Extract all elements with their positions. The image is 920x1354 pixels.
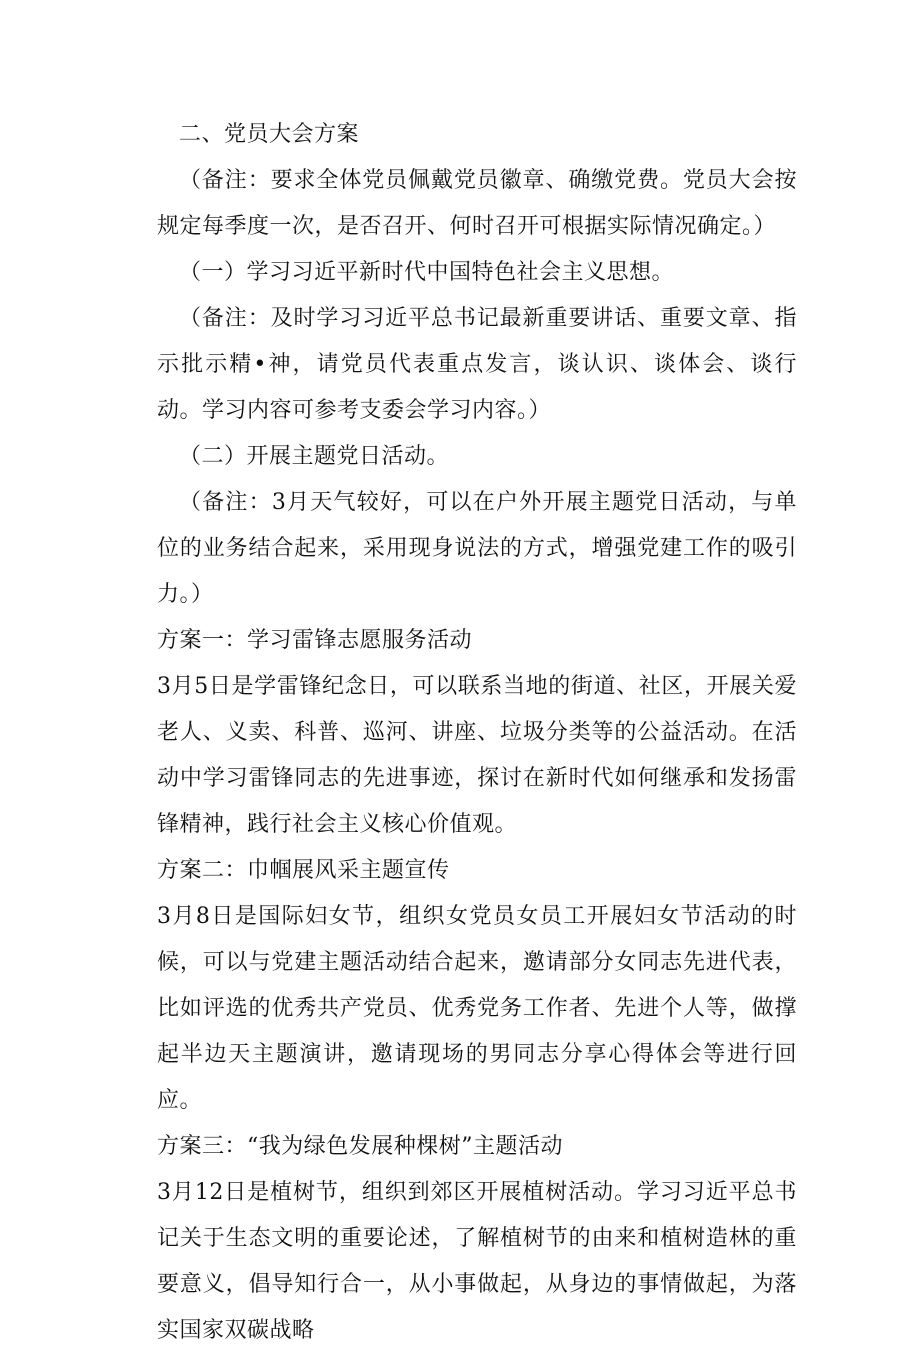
- document-body: [157, 112, 797, 1354]
- body-paragraph: 3月5日是学雷锋纪念日，可以联系当地的街道、社区，开展关爱老人、义卖、科普、巡河、讲座、垃圾分类等的公益活动。在活动中学习雷锋同志的先进事迹，探讨在新时代如何继承和发扬雷锋精神，践行社会主义核心价值观。: [157, 674, 797, 837]
- note-paragraph: （备注：3月天气较好，可以在户外开展主题党日活动，与单位的业务结合起来，采用现身说法的方式，增强党建工作的吸引力。）: [157, 490, 797, 607]
- plan-heading: 方案一：学习雷锋志愿服务活动: [157, 628, 473, 653]
- subsection-heading: （二）开展主题党日活动。: [179, 444, 450, 469]
- body-paragraph: 3月8日是国际妇女节，组织女党员女员工开展妇女节活动的时候，可以与党建主题活动结合起来，邀请部分女同志先进代表，比如评选的优秀共产党员、优秀党务工作者、先进个人等，做撑起半边天主题演讲，邀请现场的男同志分享心得体会等进行回应。: [157, 904, 797, 1113]
- note-paragraph: （备注：要求全体党员佩戴党员徽章、确缴党费。党员大会按规定每季度一次，是否召开、何时召开可根据实际情况确定。）: [157, 168, 797, 239]
- note-paragraph: （备注：及时学习习近平总书记最新重要讲话、重要文章、指示批示精•神，请党员代表重点发言，谈认识、谈体会、谈行动。学习内容可参考支委会学习内容。）: [157, 306, 797, 423]
- body-paragraph: 3月12日是植树节，组织到郊区开展植树活动。学习习近平总书记关于生态文明的重要论述，了解植树节的由来和植树造林的重要意义，倡导知行合一，从小事做起，从身边的事情做起，为落实国家双碳战略: [157, 1180, 797, 1343]
- subsection-heading: （一）学习习近平新时代中国特色社会主义思想。: [179, 260, 675, 285]
- section-heading: 二、党员大会方案: [179, 122, 360, 147]
- plan-heading: 方案三：“我为绿色发展种棵树”主题活动: [157, 1134, 563, 1159]
- plan-heading: 方案二：巾帼展风采主题宣传: [157, 858, 450, 883]
